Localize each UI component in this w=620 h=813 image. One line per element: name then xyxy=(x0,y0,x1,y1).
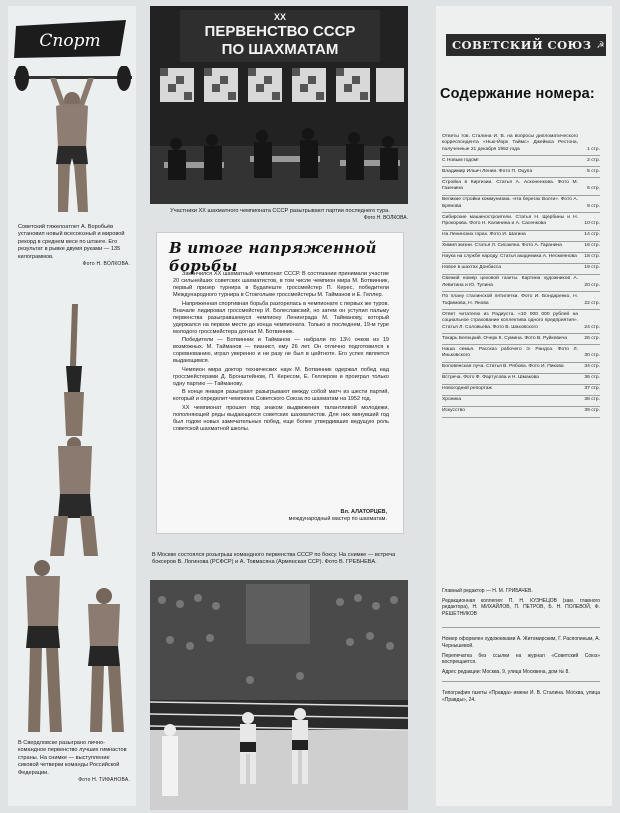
toc-item-page: 10 стр. xyxy=(584,221,600,227)
article-title: В итоге напряженной борьбы xyxy=(169,239,377,275)
design-credit: Номер оформлен художниками А. Житомирским, Г. Распопиным, А. Чернышевой. xyxy=(442,636,600,649)
sport-logo xyxy=(12,18,130,60)
weightlifter-credit: Фото Н. ВОЛКОВА. xyxy=(82,261,130,268)
reprint-notice: Перепечатка без ссылки на журнал «Советский Союз» воспрещается. xyxy=(442,652,600,666)
toc-item[interactable] xyxy=(442,264,600,275)
toc-item-title: Новое в шахтах Донбасса xyxy=(442,265,502,271)
toc-item-page: 36 стр. xyxy=(584,375,600,381)
divider xyxy=(442,627,600,628)
toc-item-page: 18 стр. xyxy=(584,254,600,260)
chess-caption xyxy=(152,208,408,222)
editorial-board xyxy=(442,588,600,617)
article-paragraph: Напряженная спортивная борьба разгорелась в чемпионате с первых же туров. Вначале лидировал гроссмейстер И. Болеславский, но затем он уступил пальму первенства разыгравшемуся чемпиону Ленинграда М. Тайманову, который удержался на первом месте до конца чемпионата. Только в последнем, 19-м туре молодого гроссмейстера догнал М. Ботвинник. xyxy=(173,300,389,335)
gymnasts-caption-text: В Свердловске разыграно лично-командное первенство лучших гимнастов страны. На снимке — выступление сиковой четверки команды Российской Федерации. xyxy=(18,740,127,776)
article-paragraph: В конце января разыграют разыгрывают между собой матч из шести партий, который и определит чемпиона Советского Союза по шахматам на 1952 год. xyxy=(173,389,389,403)
toc-item-page: 30 стр. xyxy=(584,353,600,359)
gymnasts-caption xyxy=(18,740,130,784)
toc-item[interactable] xyxy=(442,231,600,242)
toc-item-title: Стройка в Киргизии. Статья А. Асконенкова. Фото М. Газенина xyxy=(442,179,578,192)
toc-item[interactable] xyxy=(442,374,600,385)
chess-caption-text: Участники XX шахматного чемпионата СССР разыгрывают партии последнего тура. xyxy=(170,208,390,214)
toc-item[interactable] xyxy=(442,292,600,310)
contents-title: Содержание номера: xyxy=(440,86,595,102)
boxing-credit: Фото В. ГРЕБНЕВА. xyxy=(324,559,377,565)
toc-item-page: 6 стр. xyxy=(587,186,600,192)
toc-item-title: На Ленинских горах. Фото И. Шагина xyxy=(442,232,526,238)
chess-article xyxy=(156,232,404,534)
divider xyxy=(442,681,600,682)
toc-item-title: Великие стройки коммунизма. «На берегах Волги». Фото А. Брянова xyxy=(442,197,578,209)
toc-item-title: Наша семья. Рассказ рабочего Э. Рандса. Фото Л. Иньковского xyxy=(442,346,578,359)
toc-item-page: 22 стр. xyxy=(584,300,600,306)
imprint xyxy=(442,588,600,707)
toc-item[interactable] xyxy=(442,178,600,196)
toc-item[interactable] xyxy=(442,310,600,334)
toc-item-title: Искусство xyxy=(442,408,465,414)
chess-credit: Фото Н. ВОЛКОВА. xyxy=(363,215,408,221)
gymnasts-credit: Фото Н. ТИФАНОВА. xyxy=(78,777,130,784)
toc-item-title: Новогодний репортаж xyxy=(442,386,492,392)
toc-item-title: Встреча. Фото Ф. Фартусова и Н. Шмакова xyxy=(442,375,539,381)
chess-banner-line3: ПО ШАХМАТАМ xyxy=(221,41,339,58)
toc-item-page: 20 стр. xyxy=(584,283,600,288)
article-paragraph: Чемпион мира доктор технических наук М. Ботвинник одержал побед над гроссмейстерами Д. Бронштейном, П. Кересом, Е. Геллером и проиграл только одну партию — Тайманову. xyxy=(173,366,389,387)
printer-info: Типография газеты «Правда» имени И. В. Сталина. Москва, улица «Правды», 24. xyxy=(442,690,600,703)
weightlifter-caption xyxy=(18,224,130,268)
toc-item-title: Сибирские машиностроители. Статья Н. Щербины и Н. Прокорова. Фото Н. Калинина и А. Сасенкова xyxy=(442,214,578,227)
toc-item-page: 38 стр. xyxy=(584,397,600,403)
toc-item-title: По плану сталинской пятилетки. Фото И. Бондаренко, Н. Тофимова, Н. Янова xyxy=(442,293,578,306)
contents-column xyxy=(436,6,612,806)
toc-item-page: 34 стр. xyxy=(584,364,600,370)
toc-item-title: Химия жизни. Статья Л. Сисакяна. Фото А. Гаранина xyxy=(442,243,562,249)
toc-item-page: 16 стр. xyxy=(584,243,600,249)
hammer-sickle-icon: ☭ xyxy=(596,39,605,50)
toc-item-page: 1 стр. xyxy=(587,146,600,152)
chess-banner-line1: ХХ xyxy=(273,12,287,22)
boxing-caption xyxy=(152,552,408,566)
article-author-title: международный мастер по шахматам. xyxy=(288,515,387,522)
toc-item[interactable] xyxy=(442,275,600,293)
article-signature xyxy=(173,509,387,522)
chief-editor: Главный редактор — Н. М. ГРИБАЧЕВ. xyxy=(442,588,533,594)
toc-item[interactable] xyxy=(442,334,600,345)
article-body xyxy=(173,271,389,434)
toc-item-title: Владимир Ильич Ленин. Фото П. Оцупа xyxy=(442,168,533,174)
boxing-caption-text: В Москве состоялся розыгрыш командного первенства СССР по боксу. На снимке — встреча боксеров В. Логинова (РСФСР) и А. Товмасяна (Армянская ССР). xyxy=(152,552,396,565)
toc-item-title: Ответы тов. Сталина И. В. на вопросы дипломатического корреспондента «Нью-Йорк Таймс» Джеймса Рестона, полученные 21 декабря 1952 года xyxy=(442,133,578,152)
toc-item[interactable] xyxy=(442,345,600,363)
sport-logo-text: Спорт xyxy=(39,31,101,51)
sport-column xyxy=(8,6,136,806)
toc-item-page: 19 стр. xyxy=(584,265,600,271)
toc-item-title: Токарь Белецкий. Очерк К. Сумина. Фото В. Руйкевича xyxy=(442,335,567,341)
article-paragraph: Закончился XX шахматный чемпионат СССР. В состязании принимали участие 20 сильнейших советских шахматистов, в том числе чемпион мира М. Ботвинник, первый призер турнира в Будапеште гроссмейстер П. Керес, победители Международного турнира в Стокгольме гроссмейстеры М. Тайманов и Е. Геллер. xyxy=(173,271,389,299)
toc-item-page: 2 стр. xyxy=(587,157,600,163)
chess-championship-photo xyxy=(150,6,408,204)
toc-item[interactable] xyxy=(442,385,600,396)
toc-item-title: Хроника xyxy=(442,397,462,403)
toc-item-page: 5 стр. xyxy=(587,168,600,174)
toc-item[interactable] xyxy=(442,242,600,253)
toc-item[interactable] xyxy=(442,396,600,407)
toc-item-title: С Новым годом! xyxy=(442,157,479,163)
editorial-address: Адрес редакции: Москва, 9, улица Москвина, дом № 8. xyxy=(442,668,570,675)
toc-item-title: Ответ читателю из Радиуста. «10 000 000 рублей на социальное страхование коллектива одного предприятия». Статья Л. Соловьева. Фото В. Шаховского xyxy=(442,311,578,330)
chess-banner-line2: ПЕРВЕНСТВО СССР xyxy=(204,23,356,40)
magazine-name: СОВЕТСКИЙ СОЮЗ xyxy=(452,38,592,52)
toc-item[interactable] xyxy=(442,213,600,231)
table-of-contents xyxy=(442,132,600,418)
weightlifter-photo xyxy=(8,66,136,214)
toc-item[interactable] xyxy=(442,167,600,178)
toc-item[interactable] xyxy=(442,196,600,214)
toc-item-page: 37 стр. xyxy=(584,386,600,392)
article-paragraph: Победители — Ботвинник и Тайманов — набрали по 13½ очков из 19 возможных. М. Тайманов — пианист, ему 26 лет. Он отлично подготовился к соревнованию, играл уверенно и ни разу не был в цейтноте. Его успех является выдающимся. xyxy=(173,337,389,365)
toc-item-page: 39 стр. xyxy=(584,408,600,414)
toc-item-page: 24 стр. xyxy=(584,324,600,330)
weightlifter-caption-text: Советский тяжелоатлет А. Воробьёв установил новый всесоюзный и мировой рекорд в среднем весе по штанге. Его результат в рывке двумя руками — 135 килограммов. xyxy=(18,224,125,260)
toc-item[interactable] xyxy=(442,132,600,156)
toc-item-page: 14 стр. xyxy=(584,232,600,238)
article-paragraph: XX чемпионат прошел под знаком выдвижения талантливой молодежи, пополняющей ряды выдающихся советских шахматистов. Для них минувший год был годом новых замечательных побед, еще более утвердивших ведущую роль советской шахматной школы. xyxy=(173,404,389,432)
toc-item-title: Свежий номер цеховой газеты. Картина художников А. Левитина и Ю. Тулина xyxy=(442,276,578,288)
toc-item[interactable] xyxy=(442,407,600,418)
toc-item-page: 26 стр. xyxy=(584,335,600,341)
article-author: Вл. АЛАТОРЦЕВ, xyxy=(340,509,387,515)
magazine-masthead xyxy=(446,34,606,56)
toc-item-title: Боловянская луча. Статья В. Рябова. Фото И. Пикова xyxy=(442,364,564,370)
gymnasts-photo xyxy=(8,296,136,736)
chess-column xyxy=(148,6,420,806)
toc-item[interactable] xyxy=(442,363,600,374)
toc-item[interactable] xyxy=(442,156,600,167)
boxing-match-photo xyxy=(150,580,408,810)
toc-item-page: 8 стр. xyxy=(587,203,600,209)
toc-item-title: Наука на службе народу. Статья академика А. Несмеянова xyxy=(442,254,577,260)
toc-item[interactable] xyxy=(442,253,600,264)
editorial-board-list: Редакционная коллегия: П. Н. КУЗНЕЦОВ (зам. главного редактора), Н. МИХАЙЛОВ, П. ПЕТРОВ, Б. Н. ПОЛЕВОЙ, Ф. РЕШЕТНИКОВ xyxy=(442,597,600,617)
